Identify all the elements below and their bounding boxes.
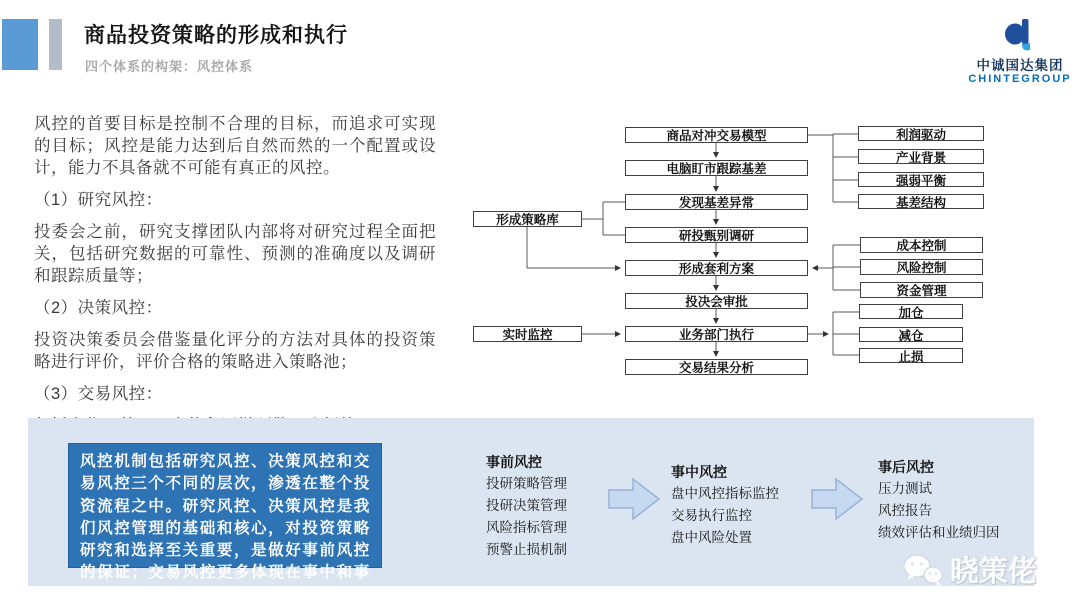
intro-paragraph: 风控的首要目标是控制不合理的目标，而追求可实现的目标；风控是能力达到后自然而然的一个配置或设计，能力不具备就不可能有真正的风控。 <box>34 115 436 177</box>
flow-box-realtime-monitor: 实时监控 <box>473 326 582 342</box>
watermark <box>902 549 1037 590</box>
phase-in-item: 盘中风险处置 <box>671 530 752 545</box>
phase-post-item: 绩效评估和业绩归因 <box>878 525 1000 540</box>
left-text-block <box>34 113 436 447</box>
section-3-heading: （3）交易风控： <box>34 385 163 403</box>
flow-box-strength-balance: 强弱平衡 <box>858 172 984 187</box>
header-accent-bar <box>49 19 62 70</box>
flow-box-add-position: 加仓 <box>859 304 963 319</box>
watermark-text: 晓策佬 <box>950 556 1038 588</box>
company-logo-icon <box>998 18 1042 54</box>
flow-box-business-execution: 业务部门执行 <box>625 326 808 342</box>
page-subtitle: 四个体系的构架：风控体系 <box>85 59 254 74</box>
flow-box-industry-background: 产业背景 <box>858 149 984 164</box>
phase-in-item: 盘中风控指标监控 <box>671 486 779 501</box>
phase-post-item: 压力测试 <box>878 481 932 496</box>
flow-box-risk-control: 风险控制 <box>860 259 983 275</box>
section-1-body: 投委会之前，研究支撑团队内部将对研究过程全面把关，包括研究数据的可靠性、预测的准确度以及调研和跟踪质量等； <box>34 223 436 285</box>
company-logo <box>960 18 1080 85</box>
flow-box-basis-structure: 基差结构 <box>858 194 984 209</box>
flow-box-research-screening: 研投甄别调研 <box>625 227 808 243</box>
flow-box-stop-loss: 止损 <box>859 348 963 363</box>
risk-summary-box: 风控机制包括研究风控、决策风控和交易风控三个不同的层次，渗透在整个投资流程之中。研究风控、决策风控是我们风控管理的基础和核心，对投资策略研究和选择至关重要，是做好事前风控的保证；交易风控更多体现在事中和事后。 <box>68 443 382 568</box>
flow-box-result-analysis: 交易结果分析 <box>625 359 808 375</box>
phase-pre-item: 预警止损机制 <box>486 542 567 557</box>
phase-in-trade <box>671 461 861 549</box>
flow-box-hedge-model: 商品对冲交易模型 <box>625 127 808 143</box>
phase-post-trade-title: 事后风控 <box>878 459 934 475</box>
section-2-body: 投资决策委员会借鉴量化评分的方法对具体的投资策略进行评价，评价合格的策略进入策略池； <box>34 331 436 371</box>
section-2-heading: （2）决策风控： <box>34 299 163 317</box>
flow-box-arbitrage-plan: 形成套利方案 <box>625 260 808 276</box>
phase-pre-trade-title: 事前风控 <box>486 454 542 470</box>
flow-box-strategy-library: 形成策略库 <box>473 211 582 227</box>
flow-box-committee-approval: 投决会审批 <box>625 293 808 309</box>
phase-in-item: 交易执行监控 <box>671 508 752 523</box>
phase-pre-item: 风险指标管理 <box>486 520 567 535</box>
flow-box-profit-driven: 利润驱动 <box>858 126 984 141</box>
phase-pre-trade <box>486 451 676 561</box>
flow-box-basis-tracking: 电脑盯市跟踪基差 <box>625 160 808 176</box>
page-title: 商品投资策略的形成和执行 <box>84 24 348 47</box>
company-logo-cn: 中诚国达集团 <box>976 58 1064 73</box>
phase-pre-item: 投研策略管理 <box>486 476 567 491</box>
section-1-heading: （1）研究风控： <box>34 191 163 209</box>
flow-box-fund-management: 资金管理 <box>860 282 983 298</box>
flow-box-cost-control: 成本控制 <box>860 237 983 253</box>
flow-box-reduce-position: 减仓 <box>859 327 963 342</box>
header-accent-square <box>2 19 38 70</box>
flow-box-basis-anomaly: 发现基差异常 <box>625 194 808 210</box>
phase-post-item: 风控报告 <box>878 503 932 518</box>
company-logo-en: CHINTEGROUP <box>968 73 1072 85</box>
phase-in-trade-title: 事中风控 <box>671 464 727 480</box>
wechat-icon <box>902 552 944 588</box>
phase-pre-item: 投研决策管理 <box>486 498 567 513</box>
phase-post-trade <box>878 456 1068 544</box>
